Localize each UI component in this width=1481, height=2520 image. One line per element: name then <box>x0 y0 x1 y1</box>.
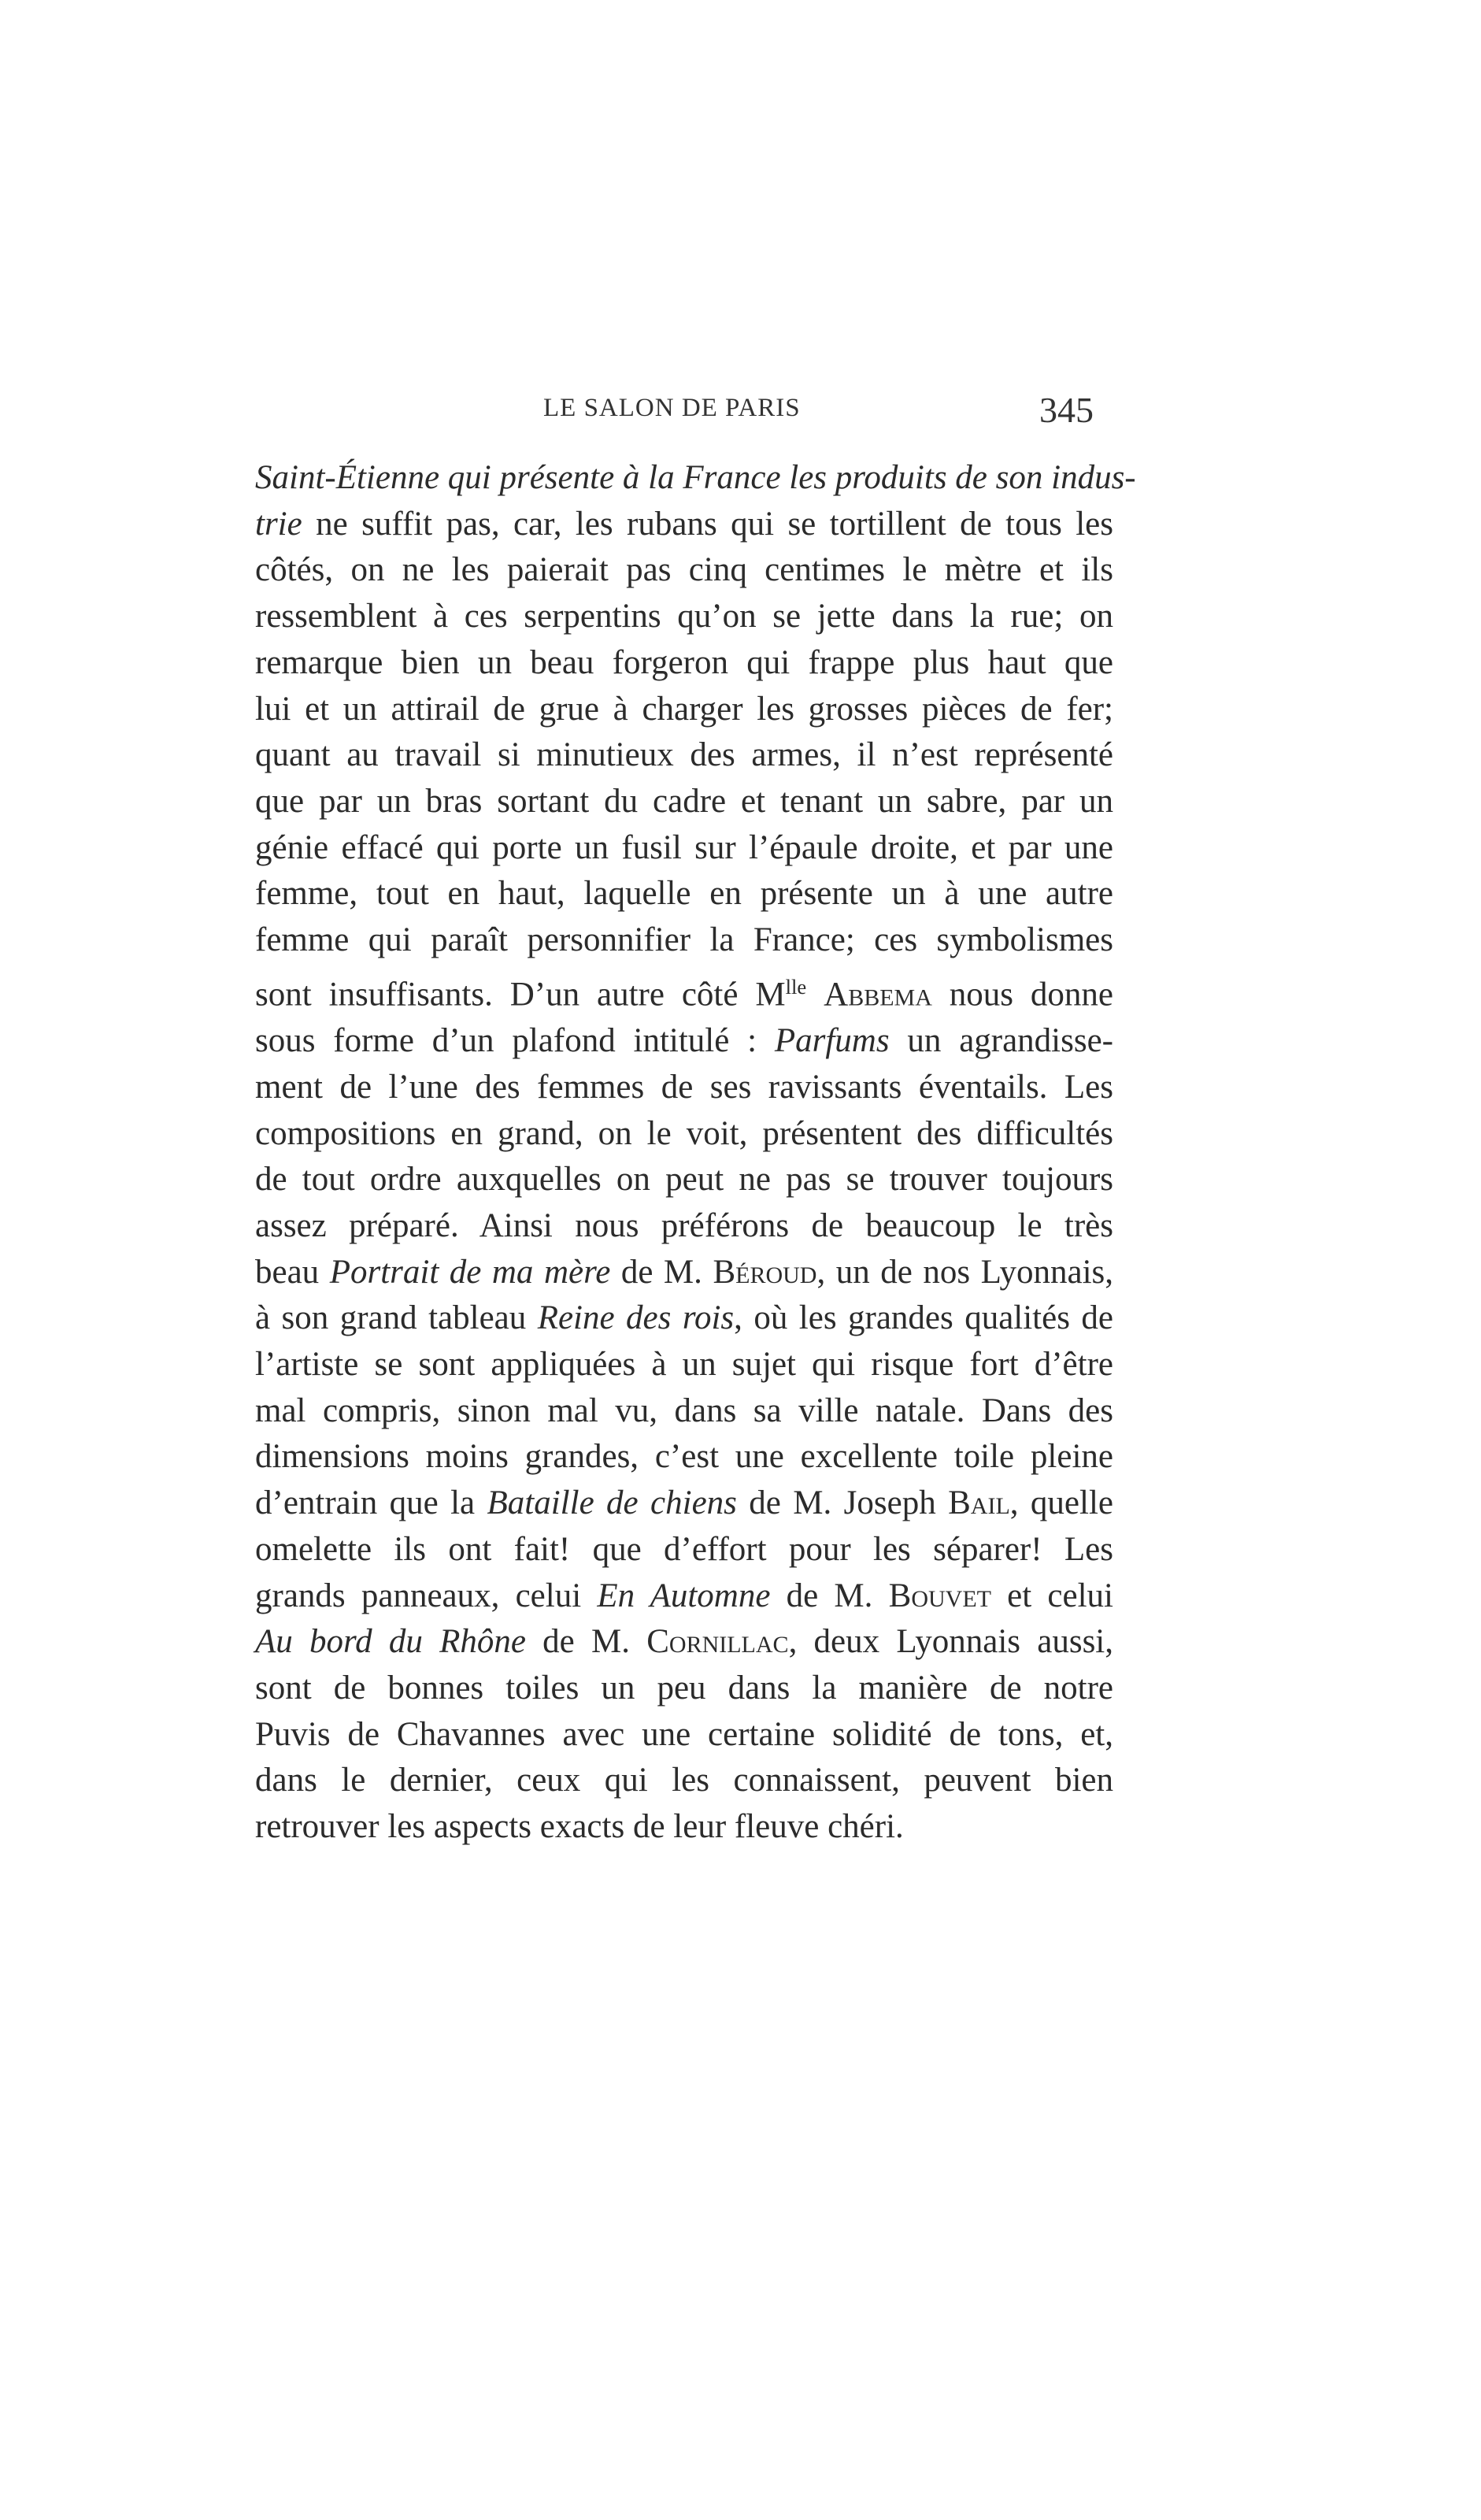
text-line <box>255 594 1113 640</box>
text-line <box>255 1157 1113 1203</box>
text-segment: ressemblent à ces serpentins qu’on se jette dans la rue; on <box>255 598 1113 636</box>
text-segment: Béroud <box>713 1253 817 1291</box>
text-segment: Saint-Étienne qui présente à la France les produits de son indus- <box>255 459 1136 496</box>
body-text <box>255 455 1136 1851</box>
text-line <box>255 1018 1113 1065</box>
text-line <box>255 1758 1113 1804</box>
text-segment: Bataille de chiens <box>487 1484 737 1522</box>
text-line <box>255 917 1113 964</box>
text-segment: femme qui paraît personnifier la France; ces symbolismes <box>255 921 1113 959</box>
page-number: 345 <box>1039 390 1094 430</box>
text-line <box>255 1480 1113 1527</box>
text-segment: dans le dernier, ceux qui les connaissent, peuvent bien <box>255 1762 1113 1799</box>
text-segment: retrouver les aspects exacts de leur fleuve chéri. <box>255 1808 904 1846</box>
text-segment: Puvis de Chavannes avec une certaine solidité de tons, et, <box>255 1715 1113 1753</box>
text-segment: de M. <box>525 1623 647 1661</box>
text-segment: Abbema <box>824 976 932 1014</box>
text-segment: à son grand tableau <box>255 1299 538 1337</box>
text-segment: de tout ordre auxquelles on peut ne pas se trouver toujours <box>255 1161 1113 1199</box>
text-line <box>255 1342 1113 1388</box>
text-line <box>255 1065 1113 1111</box>
text-line <box>255 687 1113 733</box>
running-title: LE SALON DE PARIS <box>543 394 801 422</box>
text-segment: ment de l’une des femmes de ses ravissants éventails. Les <box>255 1068 1113 1106</box>
text-segment: Reine des rois <box>537 1299 735 1337</box>
text-segment: l’artiste se sont appliquées à un sujet qui risque fort d’être <box>255 1346 1113 1384</box>
text-line <box>255 964 1113 1018</box>
text-segment: Parfums <box>774 1022 890 1060</box>
text-segment: sont de bonnes toiles un peu dans la manière de notre <box>255 1669 1113 1707</box>
text-segment: de M. <box>610 1253 713 1291</box>
text-segment: dimensions moins grandes, c’est une excellente toile pleine <box>255 1438 1113 1476</box>
text-segment: assez préparé. Ainsi nous préférons de beaucoup le très <box>255 1206 1113 1244</box>
text-segment: , deux Lyonnais aussi, <box>788 1623 1113 1661</box>
text-segment: que par un bras sortant du cadre et tenant un sabre, par un <box>255 782 1113 820</box>
text-line <box>255 825 1113 872</box>
text-segment: quant au travail si minutieux des armes, il n’est représenté <box>255 736 1113 774</box>
text-line <box>255 1434 1113 1480</box>
text-line <box>255 1250 1113 1296</box>
text-segment: de M. Joseph <box>736 1484 949 1522</box>
text-line <box>255 1203 1113 1250</box>
text-segment: compositions en grand, on le voit, présentent des difficultés <box>255 1114 1113 1152</box>
text-line <box>255 732 1113 779</box>
text-segment: de M. <box>770 1577 889 1614</box>
text-line <box>255 1573 1113 1620</box>
text-segment: grands panneaux, celui <box>255 1577 598 1614</box>
text-segment: d’entrain que la <box>255 1484 487 1522</box>
text-line <box>255 1619 1113 1666</box>
text-segment: , quelle <box>1009 1484 1113 1522</box>
text-segment: femme, tout en haut, laquelle en présente un à une autre <box>255 875 1113 913</box>
text-segment: trie <box>255 505 302 543</box>
text-segment: sous forme d’un plafond intitulé : <box>255 1022 775 1060</box>
text-line <box>255 1295 1113 1342</box>
text-line <box>255 871 1113 917</box>
text-segment: , où les grandes qualités de <box>734 1299 1113 1337</box>
text-segment: lle <box>785 974 807 999</box>
text-line <box>255 547 1113 594</box>
text-segment: Portrait de ma mère <box>329 1253 611 1291</box>
text-segment: génie effacé qui porte un fusil sur l’épaule droite, et par une <box>255 828 1113 866</box>
text-segment: Cornillac <box>646 1623 789 1661</box>
text-line <box>255 502 1113 548</box>
text-line <box>255 640 1113 687</box>
text-line <box>255 1666 1113 1712</box>
text-segment: sont insuffisants. D’un autre côté M <box>255 976 786 1014</box>
text-line <box>255 455 1136 502</box>
text-segment: et celui <box>990 1577 1113 1614</box>
text-segment: mal compris, sinon mal vu, dans sa ville natale. Dans des <box>255 1392 1113 1429</box>
text-segment: omelette ils ont fait! que d’effort pour les séparer! Les <box>255 1530 1113 1568</box>
text-segment: En Automne <box>597 1577 771 1614</box>
text-line <box>255 1527 1113 1573</box>
text-segment: lui et un attirail de grue à charger les grosses pièces de fer; <box>255 690 1113 728</box>
text-line <box>255 1804 1113 1851</box>
text-segment: côtés, on ne les paierait pas cinq centimes le mètre et ils <box>255 551 1113 589</box>
text-line <box>255 779 1113 825</box>
text-segment: Bouvet <box>888 1577 991 1614</box>
text-line <box>255 1712 1113 1758</box>
text-segment: Au bord du Rhône <box>255 1623 526 1661</box>
text-segment: un agrandisse- <box>889 1022 1113 1060</box>
text-segment: beau <box>255 1253 330 1291</box>
text-segment <box>806 976 824 1013</box>
text-line <box>255 1111 1113 1158</box>
text-segment: nous donne <box>931 976 1114 1014</box>
text-segment: remarque bien un beau forgeron qui frappe plus haut que <box>255 643 1113 681</box>
text-segment: Bail <box>948 1484 1010 1522</box>
text-segment: ne suffit pas, car, les rubans qui se tortillent de tous les <box>302 505 1113 543</box>
text-segment: , un de nos Lyonnais, <box>816 1253 1113 1291</box>
text-line <box>255 1388 1113 1435</box>
